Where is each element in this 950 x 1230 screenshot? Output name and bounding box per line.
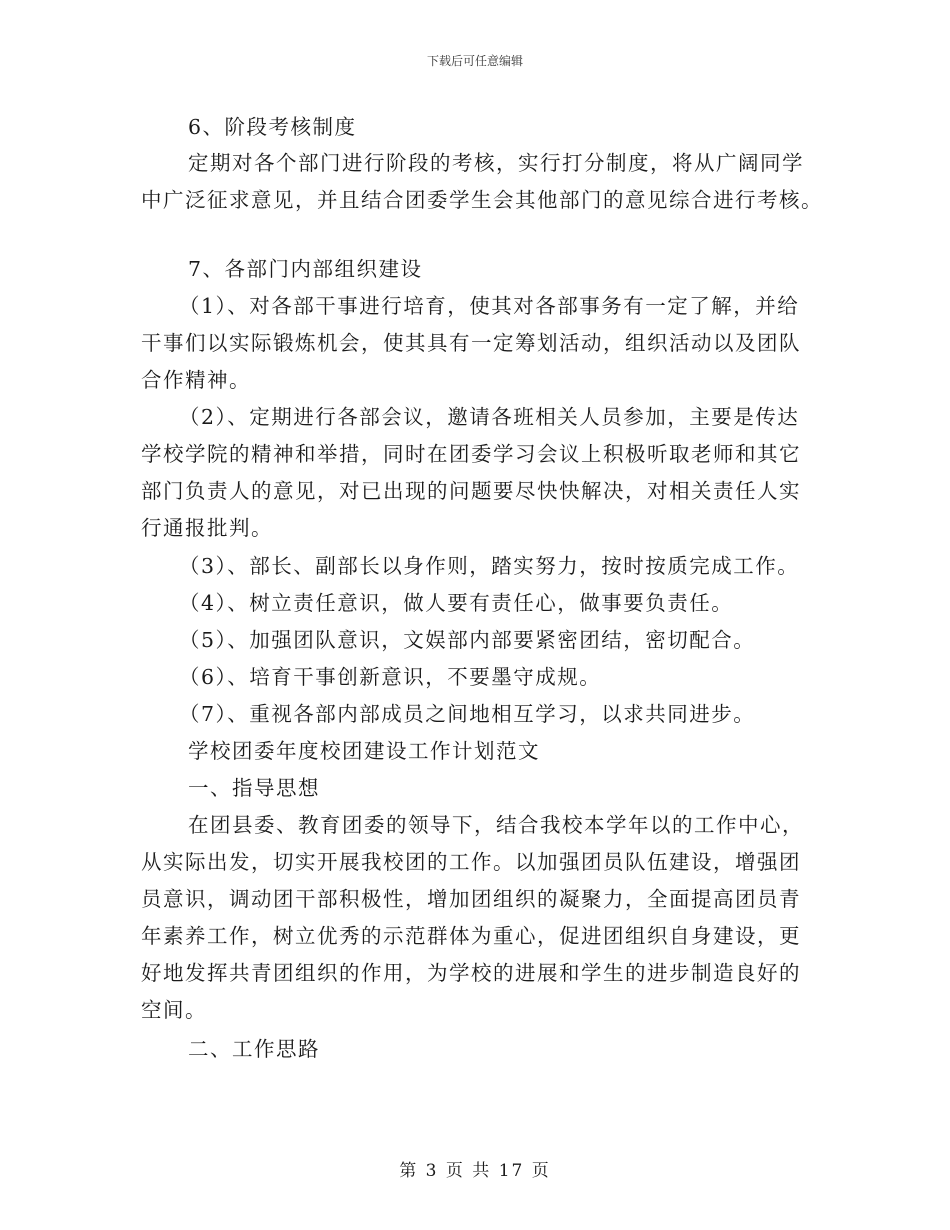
section-heading: 二、工作思路 — [188, 1037, 320, 1061]
list-item: （5）、加强团队意识，文娱部内部要紧密团结，密切配合。 — [179, 628, 756, 652]
paragraph-line: 定期对各个部门进行阶段的考核，实行打分制度，将从广阔同学 — [188, 151, 804, 175]
paragraph-line: 学校学院的精神和举措，同时在团委学习会议上积极听取老师和其它 — [141, 442, 801, 466]
list-item: （2）、定期进行各部会议，邀请各班相关人员参加，主要是传达 — [179, 405, 800, 429]
list-item: （4）、树立责任意识，做人要有责任心，做事要负责任。 — [179, 591, 734, 615]
paragraph-line: 员意识，调动团干部积极性，增加团组织的凝聚力，全面提高团员青 — [141, 887, 801, 911]
paragraph-line: 年素养工作，树立优秀的示范群体为重心，促进团组织自身建设，更 — [141, 924, 801, 948]
paragraph-line: 好地发挥共青团组织的作用，为学校的进展和学生的进步制造良好的 — [141, 961, 801, 985]
paragraph-line: 中广泛征求意见，并且结合团委学生会其他部门的意见综合进行考核。 — [141, 188, 823, 212]
list-item: （6）、培育干事创新意识，不要墨守成规。 — [179, 665, 602, 689]
paragraph-line: 在团县委、教育团委的领导下，结合我校本学年以的工作中心， — [188, 813, 804, 837]
paragraph-line: 干事们以实际锻炼机会，使其具有一定筹划活动，组织活动以及团队 — [141, 331, 801, 355]
paragraph-line: 空间。 — [141, 998, 207, 1022]
list-item: （1）、对各部干事进行培育，使其对各部事务有一定了解，并给 — [179, 294, 800, 318]
page-number-footer: 第 3 页 共 17 页 — [399, 1161, 551, 1181]
paragraph-line: 合作精神。 — [141, 368, 251, 392]
list-item: （3）、部长、副部长以身作则，踏实努力，按时按质完成工作。 — [179, 554, 800, 578]
paragraph-line: 从实际出发，切实开展我校团的工作。以加强团员队伍建设，增强团 — [141, 850, 801, 874]
list-item: （7）、重视各部内部成员之间地相互学习，以求共同进步。 — [179, 702, 756, 726]
page-header: 下载后可任意编辑 — [426, 54, 523, 68]
section-heading: 一、指导思想 — [188, 776, 320, 800]
paragraph-line: 行通报批判。 — [141, 516, 273, 540]
section-heading: 7、各部门内部组织建设 — [188, 257, 423, 281]
paragraph-line: 部门负责人的意见，对已出现的问题要尽快快解决，对相关责任人实 — [141, 479, 801, 503]
document-title: 学校团委年度校团建设工作计划范文 — [188, 739, 540, 763]
section-heading: 6、阶段考核制度 — [188, 115, 357, 139]
